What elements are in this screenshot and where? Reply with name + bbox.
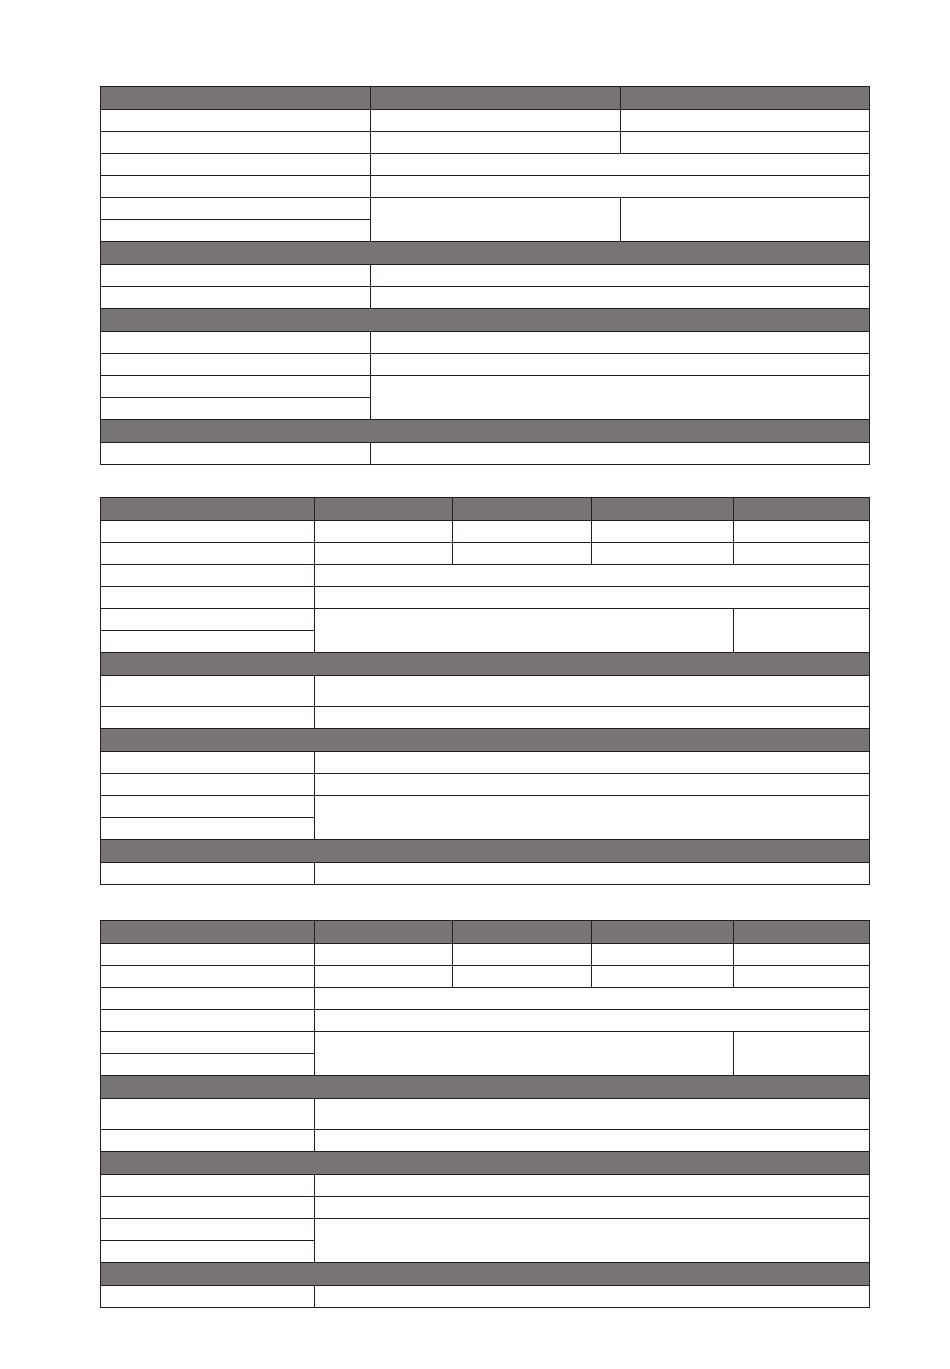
row-label [101,1010,315,1032]
merged-cell [734,609,870,653]
row-label [101,376,371,398]
merged-cell [315,1219,870,1263]
table-row [101,332,870,354]
row-label [101,631,315,653]
merged-cell [315,796,870,840]
row-label [101,1241,315,1263]
row-label [101,521,315,543]
cell [315,565,870,587]
section-header-row [101,653,870,676]
cell [734,543,870,565]
merged-cell [734,1032,870,1076]
cell [371,176,870,198]
cell [315,707,870,729]
row-label [101,265,371,287]
merged-cell [371,376,870,420]
table-row [101,176,870,198]
section-header-row [101,729,870,752]
section-header-row [101,1152,870,1175]
row-label [101,354,371,376]
table-row [101,1099,870,1130]
table-row [101,154,870,176]
section-header-row [101,242,870,265]
table-row [101,287,870,309]
table-row [101,988,870,1010]
row-label [101,287,371,309]
row-label [101,609,315,631]
cell [453,521,592,543]
row-label [101,988,315,1010]
row-label [101,132,371,154]
header-cell [101,921,315,944]
cell [621,132,870,154]
merged-cell [315,1032,734,1076]
cell [453,543,592,565]
table-row [101,1286,870,1308]
cell [315,1286,870,1308]
table-row [101,1032,870,1054]
header-cell [734,498,870,521]
table-row [101,752,870,774]
cell [592,521,734,543]
merged-cell [371,198,621,242]
cell [453,966,592,988]
section-header-row [101,309,870,332]
row-label [101,176,371,198]
cell [315,1010,870,1032]
section-title [101,653,870,676]
table-row [101,1219,870,1241]
row-label [101,110,371,132]
header-cell [734,921,870,944]
cell [371,332,870,354]
cell [315,1175,870,1197]
table-row [101,707,870,729]
row-label [101,1099,315,1130]
section-title [101,309,870,332]
row-label [101,1054,315,1076]
row-label [101,198,371,220]
cell [315,1197,870,1219]
table-row [101,796,870,818]
row-label [101,543,315,565]
row-label [101,818,315,840]
table-row [101,110,870,132]
table-row [101,863,870,885]
header-cell [315,921,453,944]
section-title [101,1076,870,1099]
table-row [101,609,870,631]
cell [315,966,453,988]
cell [592,543,734,565]
cell [592,944,734,966]
row-label [101,332,371,354]
table-row [101,543,870,565]
cell [315,1130,870,1152]
cell [371,154,870,176]
table-row [101,1197,870,1219]
row-label [101,1219,315,1241]
row-label [101,966,315,988]
header-cell [101,498,315,521]
cell [315,521,453,543]
row-label [101,1175,315,1197]
table-row [101,676,870,707]
header-cell [371,87,621,110]
cell [734,521,870,543]
row-label [101,220,371,242]
section-header-row [101,420,870,443]
cell [315,752,870,774]
section-title [101,420,870,443]
cell [453,944,592,966]
row-label [101,774,315,796]
header-cell [592,498,734,521]
cell [315,988,870,1010]
cell [734,966,870,988]
section-title [101,242,870,265]
cell [315,1099,870,1130]
table-row [101,565,870,587]
cell [371,443,870,465]
table-header-row [101,498,870,521]
row-label [101,796,315,818]
table-row [101,966,870,988]
header-cell [101,87,371,110]
row-label [101,676,315,707]
cell [621,110,870,132]
section-title [101,1263,870,1286]
table-header-row [101,921,870,944]
row-label [101,443,371,465]
row-label [101,565,315,587]
header-cell [315,498,453,521]
spec-table-1 [100,86,870,465]
row-label [101,154,371,176]
row-label [101,707,315,729]
merged-cell [315,609,734,653]
row-label [101,398,371,420]
header-cell [592,921,734,944]
row-label [101,944,315,966]
table-row [101,521,870,543]
section-header-row [101,1076,870,1099]
cell [592,966,734,988]
section-title [101,729,870,752]
cell [734,944,870,966]
table-header-row [101,87,870,110]
row-label [101,863,315,885]
header-cell [453,921,592,944]
cell [315,863,870,885]
table-row [101,1175,870,1197]
cell [371,132,621,154]
cell [371,287,870,309]
spec-table-2 [100,497,870,885]
row-label [101,587,315,609]
header-cell [453,498,592,521]
spec-table-3 [100,920,870,1308]
cell [371,265,870,287]
cell [371,354,870,376]
row-label [101,752,315,774]
table-row [101,1010,870,1032]
cell [315,774,870,796]
row-label [101,1130,315,1152]
table-row [101,774,870,796]
table-row [101,587,870,609]
cell [315,543,453,565]
section-title [101,840,870,863]
header-cell [621,87,870,110]
section-header-row [101,1263,870,1286]
cell [315,944,453,966]
table-row [101,354,870,376]
section-title [101,1152,870,1175]
table-row [101,1130,870,1152]
merged-cell [621,198,870,242]
table-row [101,443,870,465]
cell [371,110,621,132]
table-row [101,376,870,398]
row-label [101,1286,315,1308]
cell [315,587,870,609]
table-row [101,265,870,287]
table-row [101,944,870,966]
table-row [101,198,870,220]
cell [315,676,870,707]
section-header-row [101,840,870,863]
row-label [101,1197,315,1219]
table-row [101,132,870,154]
row-label [101,1032,315,1054]
